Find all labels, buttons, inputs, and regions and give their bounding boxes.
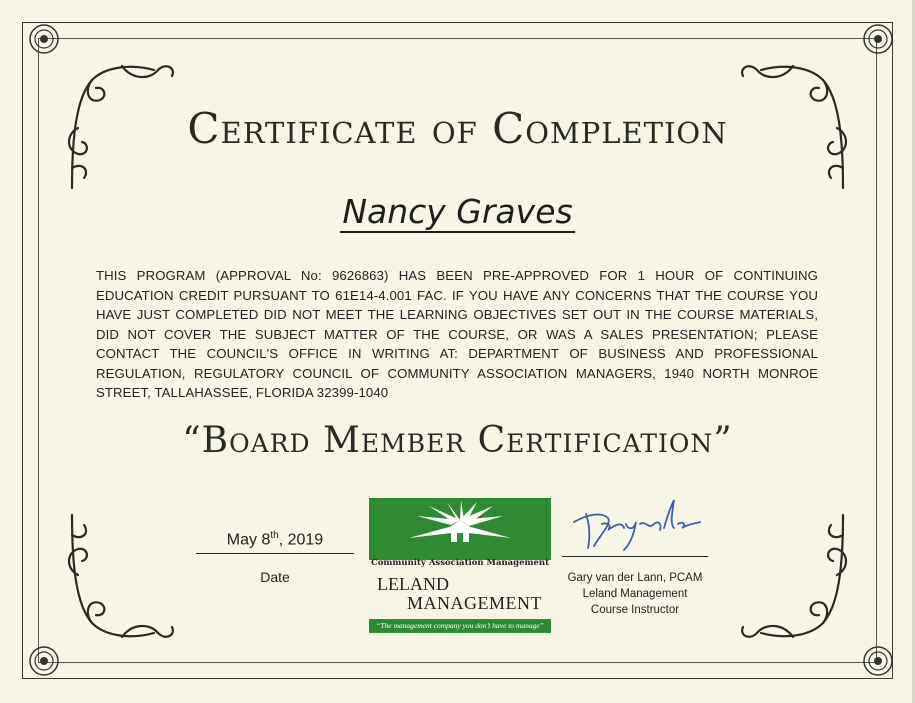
recipient-name: Nancy Graves [342, 192, 573, 231]
instructor-name: Gary van der Lann, PCAM [567, 572, 703, 584]
certificate-title: Certificate of Completion [187, 104, 728, 153]
corner-rosette-icon [27, 22, 61, 56]
instructor-signature-icon [568, 494, 708, 554]
house-sunburst-icon [369, 498, 551, 558]
logo-banner [369, 498, 551, 558]
completion-date: May 8th, 2019 [226, 530, 324, 549]
logo-subtitle: Community Association Management [370, 558, 549, 568]
logo-tagline: “The management company you don’t have to manage” [369, 619, 551, 633]
instructor-company: Leland Management [582, 588, 688, 600]
signature-line [562, 556, 708, 557]
leland-management-logo [369, 498, 551, 636]
corner-rosette-icon [861, 644, 895, 678]
instructor-role: Course Instructor [590, 604, 680, 616]
date-label: Date [260, 569, 290, 585]
instructor-block [548, 570, 722, 618]
logo-line2: MANAGEMENT [407, 593, 542, 613]
flourish-bottom-right-icon [733, 505, 853, 645]
corner-rosette-icon [861, 22, 895, 56]
flourish-bottom-left-icon [62, 505, 182, 645]
approval-statement: THIS PROGRAM (APPROVAL No: 9626863) HAS BEEN PRE-APPROVED FOR 1 HOUR OF CONTINUING EDUCATION CREDIT PURSUANT TO 61E14-4.001 FAC. IF YOU HAVE ANY CONCERNS THAT THE COURSE YOU HAVE JUST COMPLETED DID NOT MEET THE LEARNING OBJECTIVES SET OUT IN THE COURSE MATERIALS, DID NOT COVER THE SUBJECT MATTER OF THE COURSE, OR WAS A SALES PRESENTATION; PLEASE CONTACT THE COUNCIL'S OFFICE IN WRITING AT: DEPARTMENT OF BUSINESS AND PROFESSIONAL REGULATION, REGULATORY COUNCIL OF COMMUNITY ASSOCIATION MANAGERS, 1940 NORTH MONROE STREET, TALLAHASSEE, FLORIDA 32399-1040 [96, 268, 818, 400]
corner-rosette-icon [27, 644, 61, 678]
date-line [196, 553, 354, 554]
course-title: “Board Member Certification” [182, 420, 733, 461]
logo-line1: LELAND [377, 574, 449, 594]
